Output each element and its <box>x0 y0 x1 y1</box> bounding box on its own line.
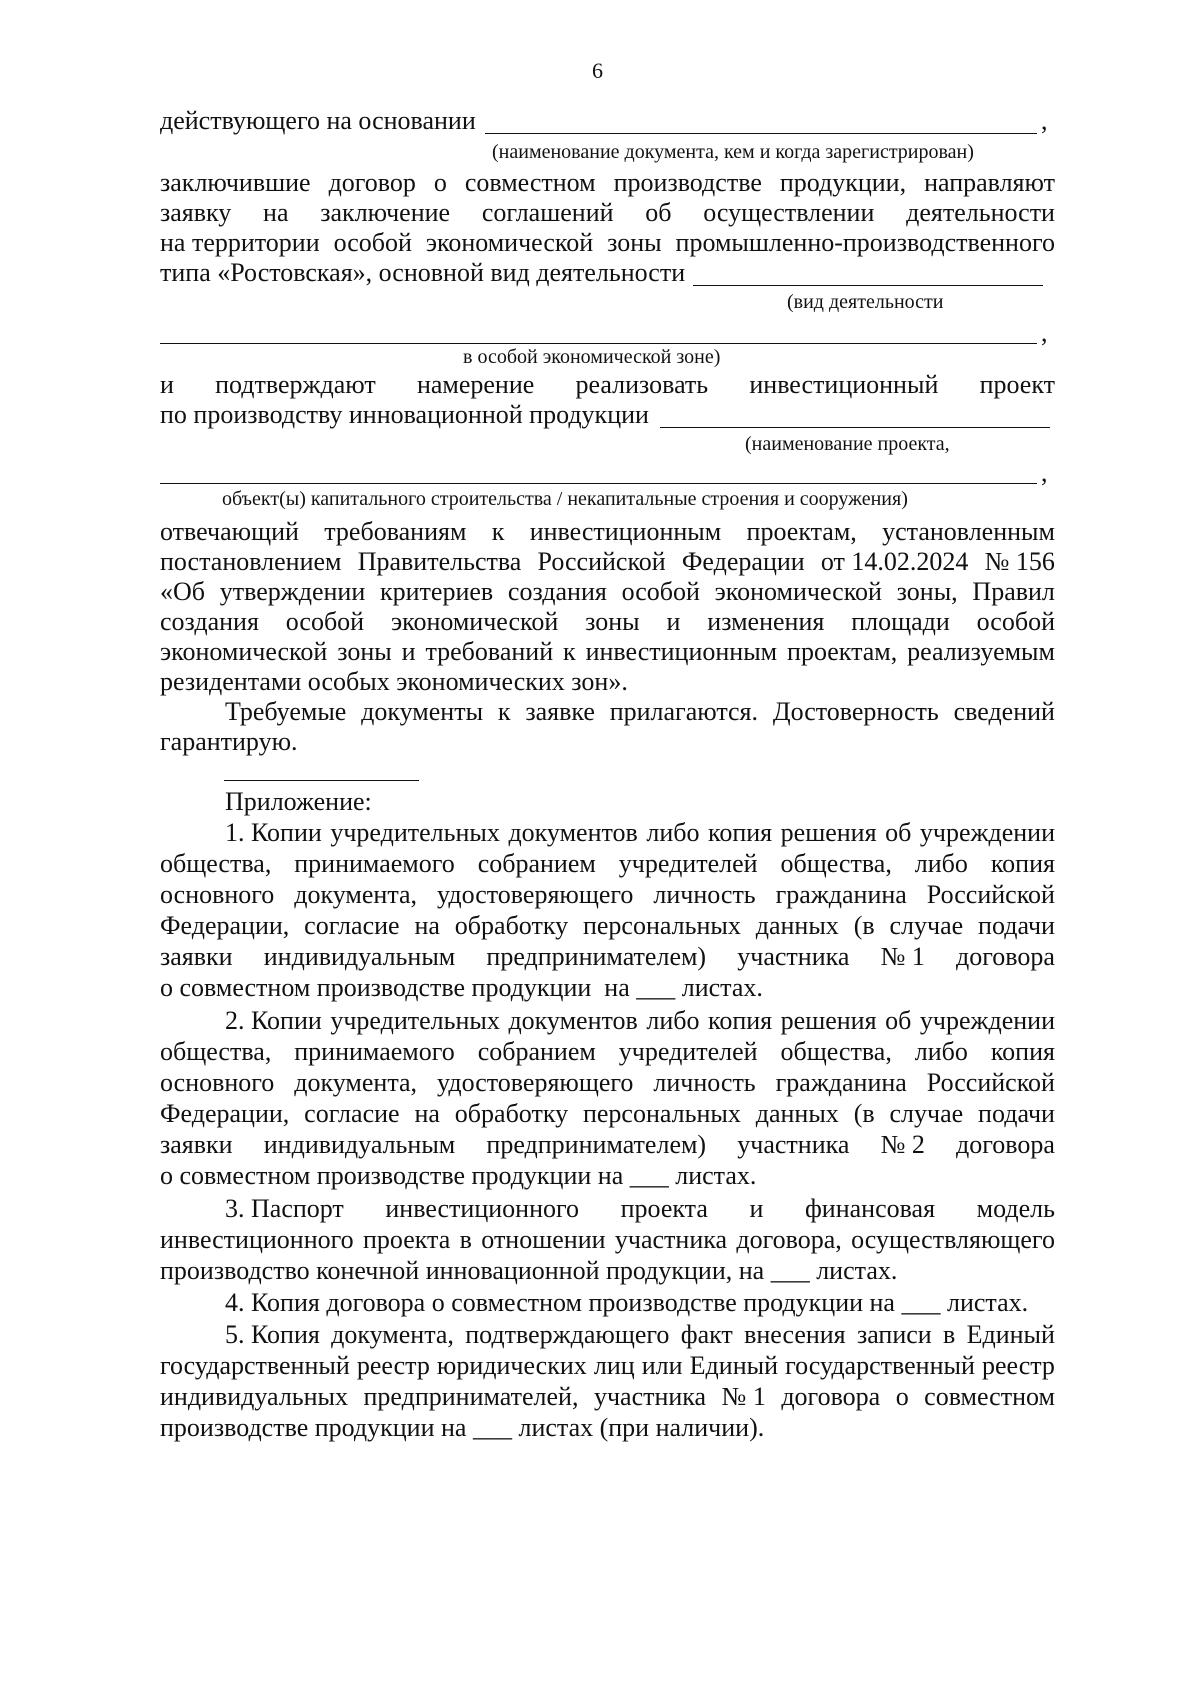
item1-line4: Федерации, согласие на обработку персональных данных (в случае подачи <box>160 911 1055 940</box>
para2-line1: и подтверждают намерение реализовать инвестиционный проект <box>160 370 1055 399</box>
project-blank <box>660 427 1050 428</box>
item3-line2: инвестиционного проекта в отношении участника договора, осуществляющего <box>160 1225 1055 1254</box>
para3-line1: отвечающий требованиям к инвестиционным проектам, установленным <box>160 517 1055 546</box>
activity-label: типа «Ростовская», основной вид деятельности <box>160 258 686 287</box>
item2-line5: заявки индивидуальным предпринимателем) участника № 2 договора <box>160 1130 1055 1159</box>
para4-line1: Требуемые документы к заявке прилагаются. Достоверность сведений <box>225 697 1055 726</box>
comma: , <box>1041 106 1048 135</box>
acting-basis-caption: (наименование документа, кем и когда зарегистрирован) <box>492 141 974 163</box>
item3-line3: производство конечной инновационной продукции, на ___ листах. <box>160 1256 898 1285</box>
comma: , <box>1041 318 1048 347</box>
project-blank-2 <box>160 483 1037 484</box>
project-caption-2: объект(ы) капитального строительства / некапитальные строения и сооружения) <box>222 488 908 510</box>
item1-line6: о совместном производстве продукции на ___ листах. <box>160 973 763 1002</box>
project-caption: (наименование проекта, <box>745 433 950 455</box>
item2-line6: о совместном производстве продукции на ___ листах. <box>160 1161 757 1190</box>
para3-line2: постановлением Правительства Российской Федерации от 14.02.2024 № 156 <box>160 547 1055 576</box>
acting-basis-label: действующего на основании <box>160 106 476 135</box>
comma: , <box>1041 458 1048 487</box>
para1-line1: заключившие договор о совместном производстве продукции, направляют <box>160 168 1055 197</box>
para1-line3: на территории особой экономической зоны промышленно-производственного <box>160 228 1055 257</box>
item5-line3: индивидуальных предпринимателей, участника № 1 договора о совместном <box>160 1382 1055 1411</box>
activity-caption-2: в особой экономической зоне) <box>463 346 721 368</box>
item2-line2: общества, принимаемого собранием учредителей общества, либо копия <box>160 1037 1055 1066</box>
appendix-title: Приложение: <box>225 787 372 816</box>
item2-line4: Федерации, согласие на обработку персональных данных (в случае подачи <box>160 1099 1055 1128</box>
separator-line <box>224 780 419 781</box>
para3-line5: экономической зоны и требований к инвестиционным проектам, реализуемым <box>160 637 1055 666</box>
item4-line1: 4. Копия договора о совместном производстве продукции на ___ листах. <box>225 1288 1029 1317</box>
project-label: по производству инновационной продукции <box>160 400 649 429</box>
item5-line2: государственный реестр юридических лиц или Единый государственный реестр <box>160 1351 1055 1380</box>
para3-line6: резидентами особых экономических зон». <box>160 667 628 696</box>
item1-line1: 1. Копии учредительных документов либо копия решения об учреждении <box>225 818 1055 847</box>
page-number: 6 <box>592 58 603 83</box>
para1-line2: заявку на заключение соглашений об осуществлении деятельности <box>160 198 1055 227</box>
item3-line1: 3. Паспорт инвестиционного проекта и финансовая модель <box>225 1194 1055 1223</box>
item2-line3: основного документа, удостоверяющего личность гражданина Российской <box>160 1068 1055 1097</box>
item1-line3: основного документа, удостоверяющего личность гражданина Российской <box>160 880 1055 909</box>
para4-line2: гарантирую. <box>160 727 298 756</box>
item5-line1: 5. Копия документа, подтверждающего факт внесения записи в Единый <box>225 1320 1055 1349</box>
activity-blank-2 <box>160 343 1037 344</box>
activity-blank <box>693 285 1043 286</box>
item1-line2: общества, принимаемого собранием учредителей общества, либо копия <box>160 849 1055 878</box>
activity-caption: (вид деятельности <box>787 291 944 313</box>
item5-line4: производстве продукции на ___ листах (при наличии). <box>160 1413 765 1442</box>
para3-line4: создания особой экономической зоны и изменения площади особой <box>160 607 1055 636</box>
para3-line3: «Об утверждении критериев создания особой экономической зоны, Правил <box>160 577 1055 606</box>
acting-basis-blank <box>485 133 1037 134</box>
item1-line5: заявки индивидуальным предпринимателем) участника № 1 договора <box>160 942 1055 971</box>
item2-line1: 2. Копии учредительных документов либо копия решения об учреждении <box>225 1006 1055 1035</box>
